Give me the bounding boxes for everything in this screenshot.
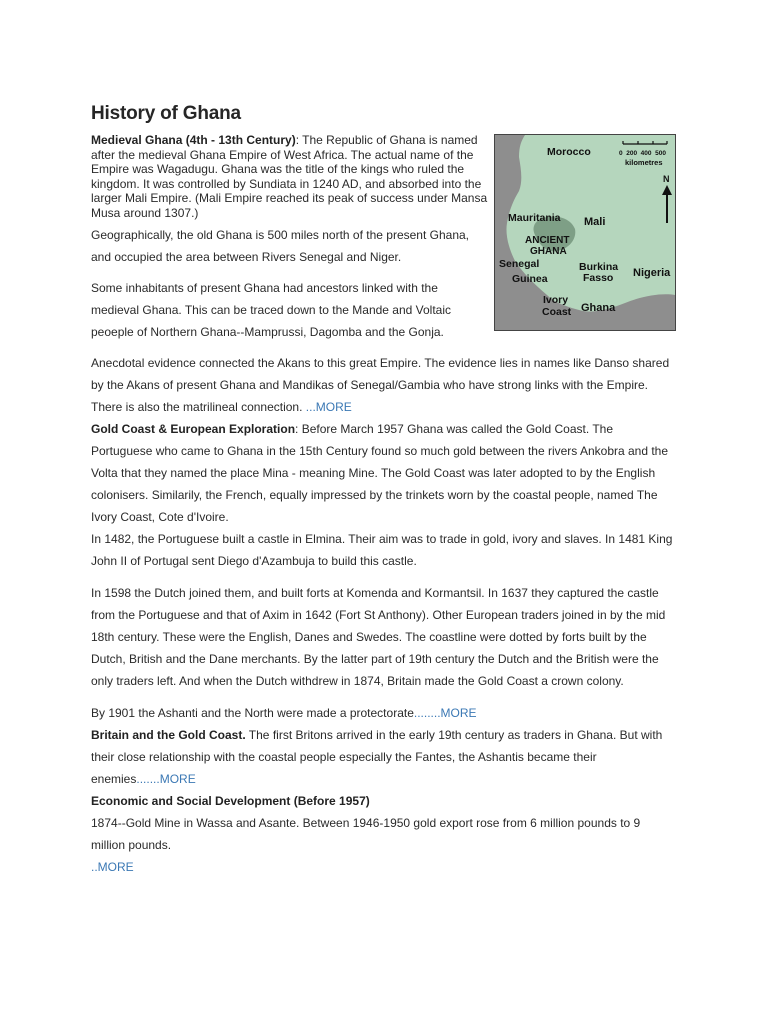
text-protectorate: By 1901 the Ashanti and the North were made a protectorate xyxy=(91,705,414,720)
map-label-guinea: Guinea xyxy=(512,273,548,285)
paragraph-protectorate xyxy=(91,702,676,724)
more-link-britain[interactable]: .......MORE xyxy=(136,771,196,786)
paragraph-dutch: In 1598 the Dutch joined them, and built forts at Komenda and Kormantsil. In 1637 they captured the castle from the Portuguese and that of Axim in 1642 (Fort St Anthony). Other European traders joined in by the mid 18th century. These were the English, Danes and Swedes. The coastline were dotted by forts built by the Dutch, British and the Dane merchants. By the latter part of 19th century the Dutch and the British were the only traders left. And when the Dutch withdrew in 1874, Britain made the Gold Coast a crown colony. xyxy=(91,585,666,688)
paragraph-geography: Geographically, the old Ghana is 500 miles north of the present Ghana, and occupied the area between Rivers Senegal and Niger. xyxy=(91,227,470,264)
map-label-mali: Mali xyxy=(584,216,606,228)
more-link-economic[interactable]: ..MORE xyxy=(91,859,134,874)
map-label-ancient: ANCIENT xyxy=(525,235,570,246)
paragraph-elmina: In 1482, the Portuguese built a castle in Elmina. Their aim was to trade in gold, ivory and slaves. In 1481 King John II of Portugal sent Diego d'Azambuja to build this castle. xyxy=(91,531,673,568)
more-link-protectorate[interactable]: ........MORE xyxy=(413,705,477,720)
more-link-anecdotal[interactable]: ...MORE xyxy=(305,399,352,414)
map-label-ancient-ghana: GHANA xyxy=(530,246,567,257)
heading-gold-coast: Gold Coast & European Exploration xyxy=(91,421,296,436)
text-britain: The first Britons arrived in the early 19th century as traders in Ghana. But with their close relationship with the coastal people especially the Fantes, the Ashantis became their enemies xyxy=(91,727,663,786)
map-label-mauritania: Mauritania xyxy=(508,212,561,224)
text-medieval-ghana: : The Republic of Ghana is named after the medieval Ghana Empire of West Africa. The actual name of the Empire was Wagadugu. Ghana was the title of the kings who ruled the kingdom. It was controlled by Sundiata in 1240 AD, and absorbed into the larger Mali Empire. (Mali Empire reached its peak of success under Mansa Musa around 1307.) xyxy=(91,133,488,220)
heading-britain: Britain and the Gold Coast. xyxy=(91,727,246,742)
map-label-ivory: Ivory xyxy=(543,294,569,306)
paragraph-ancestors: Some inhabitants of present Ghana had ancestors linked with the medieval Ghana. This can be traced down to the Mande and Voltaic peoeple of Northern Ghana--Mamprussi, Dagomba and the Gonja. xyxy=(91,280,452,339)
paragraph-britain xyxy=(91,724,676,790)
heading-medieval-ghana: Medieval Ghana (4th - 13th Century) xyxy=(91,133,296,147)
paragraph-anecdotal xyxy=(91,352,676,418)
map-label-north: N xyxy=(663,174,670,184)
article xyxy=(91,102,676,878)
map-label-coast: Coast xyxy=(542,306,572,318)
paragraph-economic: 1874--Gold Mine in Wassa and Asante. Between 1946-1950 gold export rose from 6 million pounds to 9 million pounds. xyxy=(91,815,641,852)
text-gold-coast: : Before March 1957 Ghana was called the Gold Coast. The Portuguese who came to Ghana in the 15th Century found so much gold between the rivers Ankobra and the Volta that they named the place Mina - meaning Mine. The Gold Coast was later adopted to by the English colonisers. Similarily, the French, equally impressed by the trinkets worn by the coastal people, named The Ivory Coast, Cote d'Ivoire. xyxy=(91,421,669,524)
map-label-burkina: Burkina xyxy=(579,261,619,273)
heading-economic: Economic and Social Development (Before 1957) xyxy=(91,793,370,808)
map-label-ghana: Ghana xyxy=(581,302,616,314)
text-anecdotal: Anecdotal evidence connected the Akans to this great Empire. The evidence lies in names like Danso shared by the Akans of present Ghana and Mandikas of Senegal/Gambia who have strong links with the Empire. There is also the matrilineal connection. xyxy=(91,355,670,414)
map-label-scale-ticks: 0 200 400 500 xyxy=(619,150,666,157)
paragraph-economic-heading xyxy=(91,790,676,812)
ghana-map-image xyxy=(494,134,676,331)
map-label-morocco: Morocco xyxy=(547,146,591,158)
map-label-fasso: Fasso xyxy=(583,272,614,284)
paragraph-economic-more xyxy=(91,856,676,878)
map-label-senegal: Senegal xyxy=(499,258,540,270)
map-label-kilometres: kilometres xyxy=(625,158,663,167)
page-title: History of Ghana xyxy=(91,103,241,124)
paragraph-gold-coast xyxy=(91,418,676,528)
map-label-nigeria: Nigeria xyxy=(633,267,671,279)
